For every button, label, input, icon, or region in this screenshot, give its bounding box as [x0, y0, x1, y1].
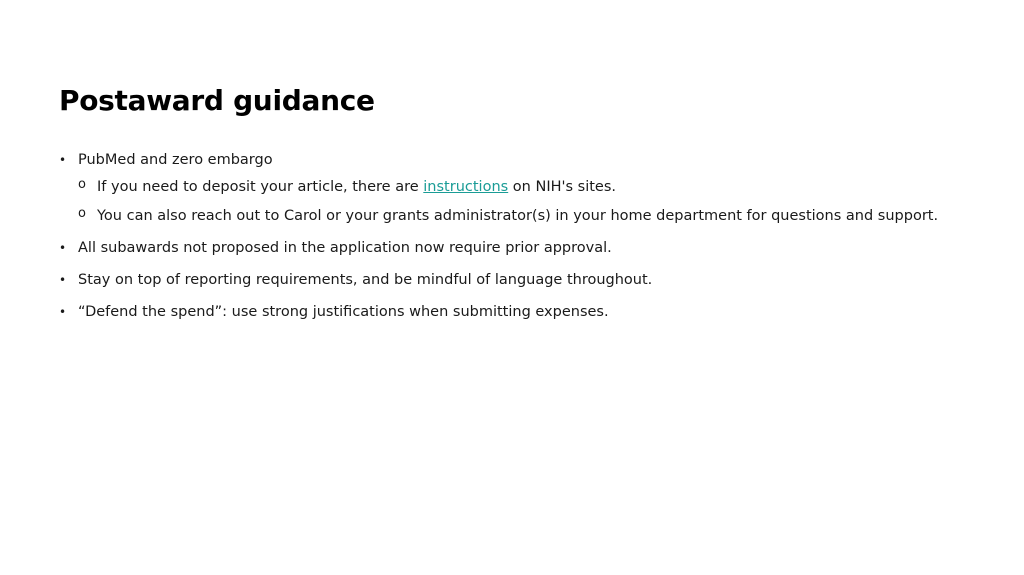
bullet-marker: • — [59, 241, 67, 255]
sub-bullet-prefix: If you need to deposit your article, there are — [97, 179, 424, 195]
bullet-text: PubMed and zero embargo — [78, 152, 273, 168]
bullet-marker: • — [59, 305, 67, 319]
bullet-marker: • — [59, 273, 67, 287]
sub-bullet-list — [78, 177, 938, 226]
bullet-item-pubmed — [59, 150, 938, 226]
sub-bullet-marker: o — [78, 177, 86, 192]
sub-bullet-suffix: on NIH's sites. — [508, 179, 617, 195]
sub-bullet-marker: o — [78, 206, 86, 221]
instructions-link[interactable]: instructions — [423, 179, 509, 195]
bullet-text: All subawards not proposed in the application now require prior approval. — [78, 240, 612, 256]
bullet-text: Stay on top of reporting requirements, and be mindful of language throughout. — [78, 272, 653, 288]
bullet-item-defend-spend — [59, 302, 938, 322]
bullet-text: “Defend the spend”: use strong justifications when submitting expenses. — [78, 304, 609, 320]
sub-bullet-contact — [78, 206, 938, 226]
slide-title: Postaward guidance — [59, 84, 375, 117]
bullet-item-subawards — [59, 238, 938, 258]
bullet-marker: • — [59, 153, 67, 167]
bullet-list — [59, 150, 938, 322]
bullet-item-reporting — [59, 270, 938, 290]
sub-bullet-deposit — [78, 177, 938, 197]
sub-bullet-text: You can also reach out to Carol or your grants administrator(s) in your home department for questions and support. — [97, 208, 939, 224]
